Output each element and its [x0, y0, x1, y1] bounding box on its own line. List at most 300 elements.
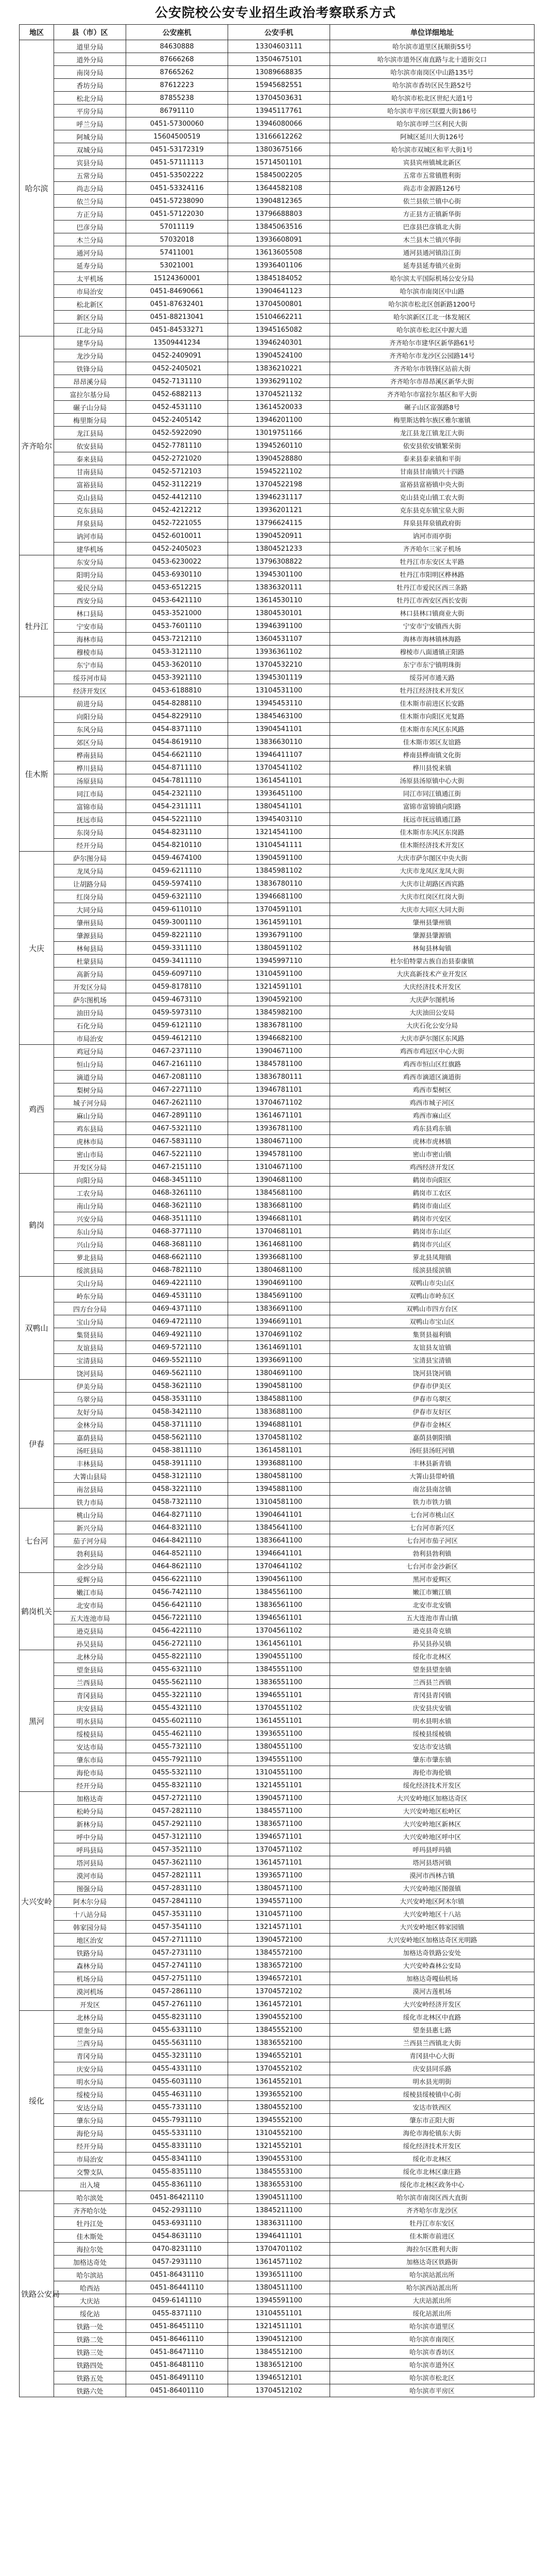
- address-cell: 大箐山县带岭镇: [330, 1470, 535, 1483]
- table-row: [20, 324, 535, 336]
- county-cell: 向阳分局: [54, 1174, 126, 1187]
- landline-cell: 0455-5321110: [126, 1766, 228, 1779]
- county-cell: 泰来县局: [54, 452, 126, 465]
- table-row: [20, 156, 535, 169]
- county-cell: 铁路三处: [54, 2346, 126, 2359]
- address-cell: 哈尔滨市双城区和平大街1号: [330, 143, 535, 156]
- county-cell: 林甸县局: [54, 942, 126, 955]
- county-cell: 向阳分局: [54, 710, 126, 723]
- address-cell: 大兴安岭地区韩家园镇: [330, 1921, 535, 1934]
- landline-cell: 0467-5321110: [126, 1122, 228, 1135]
- mobile-cell: 13936608091: [228, 233, 330, 246]
- table-row: [20, 221, 535, 233]
- table-row: [20, 1805, 535, 1818]
- table-row: [20, 1315, 535, 1328]
- mobile-cell: 13836641100: [228, 1534, 330, 1547]
- landline-cell: 0459-4674100: [126, 852, 228, 865]
- landline-cell: 0467-5831110: [126, 1135, 228, 1148]
- address-cell: 七台河市茄子河区: [330, 1534, 535, 1547]
- landline-cell: 0457-2921110: [126, 1818, 228, 1831]
- mobile-cell: 13845981102: [228, 865, 330, 877]
- table-row: [20, 130, 535, 143]
- landline-cell: 0455-4631110: [126, 2088, 228, 2101]
- landline-cell: 0452-4212212: [126, 504, 228, 517]
- landline-cell: 0468-3621110: [126, 1199, 228, 1212]
- address-cell: 庆安县同乐路: [330, 2062, 535, 2075]
- address-cell: 龙江县龙江镇龙江大街: [330, 427, 535, 439]
- county-cell: 富裕县局: [54, 478, 126, 491]
- landline-cell: 0452-2409091: [126, 349, 228, 362]
- mobile-cell: 13845641100: [228, 1521, 330, 1534]
- mobile-cell: 13614671101: [228, 1109, 330, 1122]
- table-row: [20, 1934, 535, 1946]
- landline-cell: 0451-84533271: [126, 324, 228, 336]
- landline-cell: 0459-3001110: [126, 916, 228, 929]
- mobile-cell: 13945571100: [228, 1895, 330, 1908]
- county-cell: 呼兰分局: [54, 117, 126, 130]
- county-cell: 北林分局: [54, 1650, 126, 1663]
- address-cell: 克山县克山镇工农大街: [330, 491, 535, 504]
- mobile-cell: 13104581100: [228, 1496, 330, 1509]
- landline-cell: 0457-3531110: [126, 1908, 228, 1921]
- table-row: [20, 375, 535, 388]
- landline-cell: 0455-3231110: [126, 2049, 228, 2062]
- address-cell: 绥化经济技术开发区: [330, 2140, 535, 2153]
- county-cell: 宾县分局: [54, 156, 126, 169]
- table-row: [20, 1586, 535, 1599]
- landline-cell: 0455-8231110: [126, 2011, 228, 2024]
- county-cell: 开发区分局: [54, 1161, 126, 1174]
- county-cell: 东宁市局: [54, 658, 126, 671]
- landline-cell: 0451-87632401: [126, 298, 228, 311]
- mobile-cell: 13104671100: [228, 1161, 330, 1174]
- mobile-cell: 13946681101: [228, 1212, 330, 1225]
- mobile-cell: 13704671102: [228, 1096, 330, 1109]
- table-row: [20, 1779, 535, 1792]
- header-mobile: 公安手机: [228, 25, 330, 40]
- mobile-cell: 15845002205: [228, 169, 330, 182]
- county-cell: 呼中分局: [54, 1831, 126, 1843]
- landline-cell: 0468-3681110: [126, 1238, 228, 1251]
- mobile-cell: 13845781100: [228, 1058, 330, 1071]
- landline-cell: 0451-86481110: [126, 2359, 228, 2371]
- landline-cell: 0455-8221110: [126, 1650, 228, 1663]
- county-cell: 抚远市局: [54, 813, 126, 826]
- address-cell: 哈尔滨市呼兰区利民大街: [330, 117, 535, 130]
- address-cell: 哈尔滨新区江北一体发展区: [330, 311, 535, 324]
- landline-cell: 57011119: [126, 221, 228, 233]
- landline-cell: 0452-7221055: [126, 517, 228, 530]
- mobile-cell: 13845571100: [228, 1805, 330, 1818]
- table-row: [20, 671, 535, 684]
- landline-cell: 0455-8341110: [126, 2153, 228, 2165]
- county-cell: 望奎县局: [54, 1663, 126, 1676]
- address-cell: 哈尔滨市平房区: [330, 2384, 535, 2397]
- table-row: [20, 439, 535, 452]
- region-cell: 大兴安岭: [20, 1792, 54, 2011]
- mobile-cell: 13614591101: [228, 916, 330, 929]
- mobile-cell: 13946080066: [228, 117, 330, 130]
- county-cell: 市局治安: [54, 285, 126, 298]
- address-cell: 鹤岗市南山区: [330, 1199, 535, 1212]
- landline-cell: 0456-6221110: [126, 1573, 228, 1586]
- table-row: [20, 1972, 535, 1985]
- address-cell: 青冈县中心大街: [330, 2049, 535, 2062]
- address-cell: 大庆市龙凤区龙凤大街: [330, 865, 535, 877]
- landline-cell: 0452-4531110: [126, 401, 228, 414]
- address-cell: 伊春市乌翠区: [330, 1393, 535, 1405]
- mobile-cell: 13936451100: [228, 787, 330, 800]
- landline-cell: 0454-8231110: [126, 826, 228, 839]
- region-cell: 佳木斯: [20, 697, 54, 852]
- county-cell: 宝山分局: [54, 1315, 126, 1328]
- address-cell: 呼玛县呼玛镇: [330, 1843, 535, 1856]
- mobile-cell: 13804691100: [228, 1367, 330, 1380]
- landline-cell: 0455-5631110: [126, 2037, 228, 2049]
- landline-cell: 0451-53172319: [126, 143, 228, 156]
- table-row: [20, 1199, 535, 1212]
- table-row: [20, 1148, 535, 1161]
- mobile-cell: 13845463100: [228, 710, 330, 723]
- landline-cell: 0468-3261110: [126, 1187, 228, 1199]
- address-cell: 大庆经济技术开发区: [330, 980, 535, 993]
- address-cell: 哈尔滨市香坊区: [330, 2346, 535, 2359]
- county-cell: 铁路一处: [54, 2320, 126, 2333]
- landline-cell: 0455-4621110: [126, 1727, 228, 1740]
- address-cell: 依兰县依兰镇中心街: [330, 195, 535, 208]
- address-cell: 哈尔滨市南岗区: [330, 2333, 535, 2346]
- mobile-cell: 13019751166: [228, 427, 330, 439]
- landline-cell: 15124360001: [126, 272, 228, 285]
- mobile-cell: 13614571102: [228, 2256, 330, 2268]
- address-cell: 佳木斯市东风区东风路: [330, 723, 535, 736]
- county-cell: 密山市局: [54, 1148, 126, 1161]
- mobile-cell: 13614571101: [228, 1856, 330, 1869]
- county-cell: 明水分局: [54, 2075, 126, 2088]
- county-cell: 萨尔图分局: [54, 852, 126, 865]
- mobile-cell: 13796688803: [228, 208, 330, 221]
- mobile-cell: 13904641123: [228, 285, 330, 298]
- address-cell: 佳木斯市向阳区光复路: [330, 710, 535, 723]
- county-cell: 海伦分局: [54, 2127, 126, 2140]
- table-row: [20, 2101, 535, 2114]
- address-cell: 牡丹江市阳明区桦林路: [330, 568, 535, 581]
- county-cell: 阿木尔分局: [54, 1895, 126, 1908]
- county-cell: 依兰分局: [54, 195, 126, 208]
- table-row: [20, 658, 535, 671]
- county-cell: 方正分局: [54, 208, 126, 221]
- mobile-cell: 13644582108: [228, 182, 330, 195]
- landline-cell: 0452-2405142: [126, 414, 228, 427]
- mobile-cell: 13836572100: [228, 1959, 330, 1972]
- table-row: [20, 1006, 535, 1019]
- county-cell: 大庆站: [54, 2294, 126, 2307]
- table-row: [20, 285, 535, 298]
- mobile-cell: 13904572100: [228, 1934, 330, 1946]
- address-cell: 肇东市肇东镇: [330, 1753, 535, 1766]
- header-county: 县（市）区: [54, 25, 126, 40]
- table-row: [20, 1547, 535, 1560]
- mobile-cell: 13804511100: [228, 2281, 330, 2294]
- county-cell: 克东县局: [54, 504, 126, 517]
- address-cell: 肇源县肇源镇: [330, 929, 535, 942]
- county-cell: 双城分局: [54, 143, 126, 156]
- table-row: [20, 143, 535, 156]
- mobile-cell: 13614572101: [228, 1998, 330, 2011]
- table-row: [20, 1277, 535, 1290]
- address-cell: 加格达奇铁路公安处: [330, 1946, 535, 1959]
- landline-cell: 0456-6421110: [126, 1599, 228, 1612]
- address-cell: 萝北县凤翔镇: [330, 1251, 535, 1264]
- mobile-cell: 13904511100: [228, 2191, 330, 2204]
- landline-cell: 0457-3521110: [126, 1843, 228, 1856]
- landline-cell: 0453-3921110: [126, 671, 228, 684]
- county-cell: 东岗分局: [54, 826, 126, 839]
- landline-cell: 0467-2891110: [126, 1109, 228, 1122]
- landline-cell: 0459-3411110: [126, 955, 228, 968]
- mobile-cell: 13946552101: [228, 2049, 330, 2062]
- county-cell: 绥化站: [54, 2307, 126, 2320]
- address-cell: 大兴安岭地区阿木尔镇: [330, 1895, 535, 1908]
- address-cell: 绥化市北林区政务中心: [330, 2178, 535, 2191]
- county-cell: 北林分局: [54, 2011, 126, 2024]
- address-cell: 大庆油田公安局: [330, 1006, 535, 1019]
- county-cell: 鸡冠分局: [54, 1045, 126, 1058]
- landline-cell: 0455-4331110: [126, 2062, 228, 2075]
- table-row: [20, 2024, 535, 2037]
- table-row: [20, 839, 535, 852]
- address-cell: 绥化市北林区康庄路: [330, 2165, 535, 2178]
- address-cell: 双鸭山市四方台区: [330, 1302, 535, 1315]
- table-row: [20, 2371, 535, 2384]
- mobile-cell: 13936691100: [228, 1354, 330, 1367]
- county-cell: 兴山分局: [54, 1238, 126, 1251]
- landline-cell: 0467-2081110: [126, 1071, 228, 1083]
- county-cell: 巴彦分局: [54, 221, 126, 233]
- address-cell: 鸡西市滴道区滴道街: [330, 1071, 535, 1083]
- landline-cell: 0454-8619110: [126, 736, 228, 749]
- table-row: [20, 2384, 535, 2397]
- mobile-cell: 13945453110: [228, 697, 330, 710]
- table-row: [20, 1341, 535, 1354]
- mobile-cell: 13904641101: [228, 1509, 330, 1521]
- table-row: [20, 2049, 535, 2062]
- mobile-cell: 13945591100: [228, 2294, 330, 2307]
- county-cell: 五常分局: [54, 169, 126, 182]
- mobile-cell: 13845551100: [228, 1663, 330, 1676]
- mobile-cell: 13836552100: [228, 2037, 330, 2049]
- table-row: [20, 1766, 535, 1779]
- mobile-cell: 15104662211: [228, 311, 330, 324]
- address-cell: 佳木斯经济技术开发区: [330, 839, 535, 852]
- mobile-cell: 13904561100: [228, 1573, 330, 1586]
- mobile-cell: 13945551100: [228, 1753, 330, 1766]
- table-row: [20, 2243, 535, 2256]
- address-cell: 牡丹江市东安区太平路: [330, 555, 535, 568]
- mobile-cell: 13845553100: [228, 2165, 330, 2178]
- county-cell: 望奎分局: [54, 2024, 126, 2037]
- address-cell: 齐齐哈尔三家子机场: [330, 543, 535, 555]
- address-cell: 密山市密山镇: [330, 1148, 535, 1161]
- table-row: [20, 1740, 535, 1753]
- landline-cell: 0459-3311110: [126, 942, 228, 955]
- address-cell: 鹤岗市东山区: [330, 1225, 535, 1238]
- table-row: [20, 2127, 535, 2140]
- table-row: [20, 697, 535, 710]
- table-row: [20, 2346, 535, 2359]
- landline-cell: 0457-2841110: [126, 1895, 228, 1908]
- address-cell: 大庆市让胡路区西宾路: [330, 877, 535, 890]
- landline-cell: 0451-86461110: [126, 2333, 228, 2346]
- mobile-cell: 13704641102: [228, 1560, 330, 1573]
- table-row: [20, 1831, 535, 1843]
- county-cell: 铁路二处: [54, 2333, 126, 2346]
- county-cell: 铁路四处: [54, 2359, 126, 2371]
- table-row: [20, 1071, 535, 1083]
- mobile-cell: 13214552101: [228, 2140, 330, 2153]
- county-cell: 漠河机场: [54, 1985, 126, 1998]
- county-cell: 嘉荫县局: [54, 1431, 126, 1444]
- table-row: [20, 633, 535, 646]
- address-cell: 望奎县惠七路: [330, 2024, 535, 2037]
- table-row: [20, 826, 535, 839]
- region-cell: 哈尔滨: [20, 40, 54, 336]
- table-row: [20, 66, 535, 79]
- landline-cell: 0454-5221110: [126, 813, 228, 826]
- landline-cell: 0455-4321110: [126, 1702, 228, 1715]
- county-cell: 佳木斯处: [54, 2230, 126, 2243]
- table-row: [20, 942, 535, 955]
- table-row: [20, 2217, 535, 2230]
- landline-cell: 0469-5721110: [126, 1341, 228, 1354]
- county-cell: 齐齐哈尔处: [54, 2204, 126, 2217]
- address-cell: 东宁市东宁镇明珠街: [330, 658, 535, 671]
- county-cell: 油田分局: [54, 1006, 126, 1019]
- county-cell: 甘南县局: [54, 465, 126, 478]
- address-cell: 大庆市红岗区红岗大街: [330, 890, 535, 903]
- landline-cell: 13509441234: [126, 336, 228, 349]
- table-row: [20, 336, 535, 349]
- table-row: [20, 813, 535, 826]
- table-row: [20, 1096, 535, 1109]
- landline-cell: 0453-3521000: [126, 607, 228, 620]
- county-cell: 明水县局: [54, 1715, 126, 1727]
- table-row: [20, 2191, 535, 2204]
- table-row: [20, 1637, 535, 1650]
- landline-cell: 0452-7131110: [126, 375, 228, 388]
- table-row: [20, 1161, 535, 1174]
- landline-cell: 15604500519: [126, 130, 228, 143]
- mobile-cell: 13836781100: [228, 1019, 330, 1032]
- table-row: [20, 1251, 535, 1264]
- address-cell: 哈尔滨市南岗区西大直街: [330, 2191, 535, 2204]
- landline-cell: 0455-8321110: [126, 1779, 228, 1792]
- table-row: [20, 1457, 535, 1470]
- table-row: [20, 478, 535, 491]
- county-cell: 尖山分局: [54, 1277, 126, 1290]
- landline-cell: 0453-6930110: [126, 568, 228, 581]
- county-cell: 图强分局: [54, 1882, 126, 1895]
- county-cell: 东安分局: [54, 555, 126, 568]
- mobile-cell: 13936681100: [228, 1251, 330, 1264]
- table-row: [20, 890, 535, 903]
- address-cell: 南岔县南岔镇: [330, 1483, 535, 1496]
- landline-cell: 0467-2271110: [126, 1083, 228, 1096]
- address-cell: 绥棱县绥棱镇: [330, 1727, 535, 1740]
- mobile-cell: 13704571102: [228, 1843, 330, 1856]
- address-cell: 齐齐哈尔市昂昂溪区新华大街: [330, 375, 535, 388]
- table-row: [20, 1599, 535, 1612]
- mobile-cell: 13936571100: [228, 1869, 330, 1882]
- address-cell: 安达市安达镇: [330, 1740, 535, 1753]
- address-cell: 巴彦县巴彦镇北大街: [330, 221, 535, 233]
- table-row: [20, 1715, 535, 1727]
- mobile-cell: 13904520911: [228, 530, 330, 543]
- county-cell: 郊区分局: [54, 736, 126, 749]
- mobile-cell: 13945781100: [228, 1148, 330, 1161]
- address-cell: 双鸭山市宝山区: [330, 1315, 535, 1328]
- address-cell: 逊克县奇克镇: [330, 1624, 535, 1637]
- county-cell: 呼玛县局: [54, 1843, 126, 1856]
- landline-cell: 84630888: [126, 40, 228, 53]
- address-cell: 鹤岗市工农区: [330, 1187, 535, 1199]
- table-row: [20, 1689, 535, 1702]
- mobile-cell: 13946551101: [228, 1689, 330, 1702]
- table-body: [20, 40, 535, 2397]
- county-cell: 萝北县局: [54, 1251, 126, 1264]
- landline-cell: 0455-3221110: [126, 1689, 228, 1702]
- county-cell: 鸡东县局: [54, 1122, 126, 1135]
- landline-cell: 0464-8321110: [126, 1521, 228, 1534]
- table-row: [20, 2037, 535, 2049]
- address-cell: 双鸭山市尖山区: [330, 1277, 535, 1290]
- county-cell: 兰西分局: [54, 2037, 126, 2049]
- mobile-cell: 13614551101: [228, 1715, 330, 1727]
- mobile-cell: 13104571100: [228, 1908, 330, 1921]
- county-cell: 江北分局: [54, 324, 126, 336]
- landline-cell: 0451-86441110: [126, 2281, 228, 2294]
- landline-cell: 0453-7601110: [126, 620, 228, 633]
- landline-cell: 0469-5521110: [126, 1354, 228, 1367]
- county-cell: 四方台分局: [54, 1302, 126, 1315]
- address-cell: 汤原县汤原镇中心大街: [330, 774, 535, 787]
- table-row: [20, 852, 535, 865]
- table-row: [20, 1624, 535, 1637]
- landline-cell: 0459-6110110: [126, 903, 228, 916]
- table-row: [20, 311, 535, 324]
- table-row: [20, 903, 535, 916]
- table-row: [20, 401, 535, 414]
- address-cell: 兰西县兰西镇: [330, 1676, 535, 1689]
- mobile-cell: 13836512100: [228, 2359, 330, 2371]
- county-cell: 交警支队: [54, 2165, 126, 2178]
- mobile-cell: 13946881101: [228, 1418, 330, 1431]
- mobile-cell: 13946681100: [228, 890, 330, 903]
- county-cell: 开发区: [54, 1998, 126, 2011]
- county-cell: 松岭分局: [54, 1805, 126, 1818]
- table-row: [20, 79, 535, 92]
- address-cell: 漠河古莲机场: [330, 1985, 535, 1998]
- mobile-cell: 13836780111: [228, 1071, 330, 1083]
- mobile-cell: 13845572100: [228, 1946, 330, 1959]
- mobile-cell: 13304603111: [228, 40, 330, 53]
- address-cell: 明水县光明街: [330, 2075, 535, 2088]
- table-row: [20, 1521, 535, 1534]
- table-row: [20, 543, 535, 555]
- mobile-cell: 13945117761: [228, 105, 330, 117]
- table-row: [20, 2165, 535, 2178]
- landline-cell: 0457-2761110: [126, 1998, 228, 2011]
